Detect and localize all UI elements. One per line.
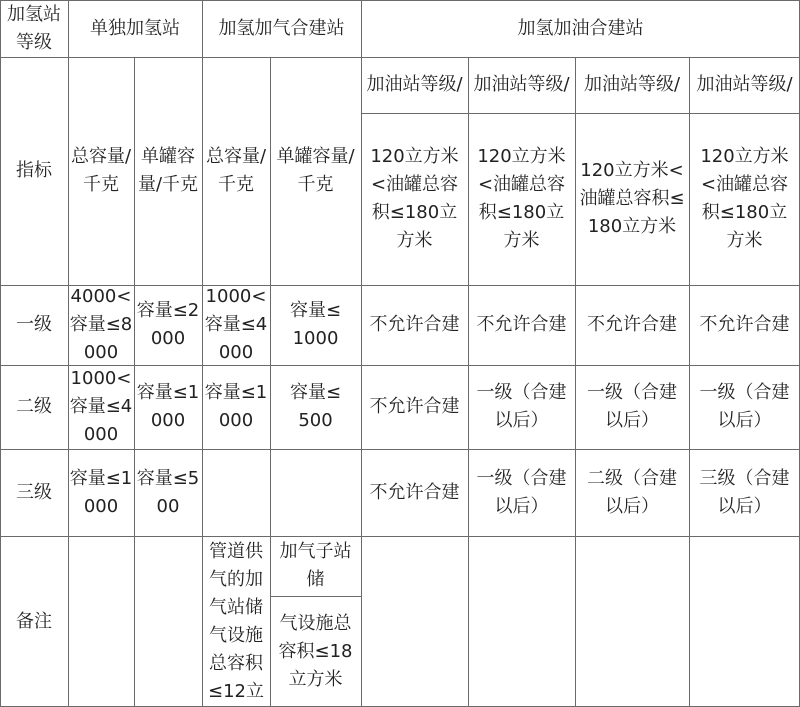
grid-line (0, 365, 800, 366)
header-single-station: 单独加氢站 (90, 17, 180, 39)
row2-oil-3: 一级（合建以后） (587, 382, 677, 431)
row-label-level-3: 三级 (16, 481, 52, 503)
header-level: 加氢站等级 (7, 3, 61, 53)
header-oil-level-2: 加油站等级/ (473, 74, 570, 95)
grid-line (0, 0, 800, 1)
row1-gas-total: 1000<容量≤4000 (204, 286, 268, 363)
header-oil-level-3: 加油站等级/ (583, 74, 681, 95)
header-gas-total: 总容量/千克 (205, 146, 267, 195)
row3-oil-3: 二级（合建以后） (587, 467, 677, 517)
row-label-remarks: 备注 (16, 610, 52, 632)
grid-line (68, 0, 69, 707)
grid-line (270, 596, 361, 597)
grid-line (468, 57, 469, 707)
row2-oil-1: 不允许合建 (369, 396, 460, 417)
row1-oil-3: 不允许合建 (587, 314, 677, 335)
row1-oil-1: 不允许合建 (369, 314, 460, 335)
grid-line (0, 449, 800, 450)
row2-single-total: 1000<容量≤4000 (69, 368, 133, 445)
grid-line (575, 57, 576, 707)
grid-line (0, 285, 800, 286)
row3-gas-total (202, 449, 270, 536)
grid-line (0, 0, 1, 707)
row3-oil-4: 三级（合建以后） (699, 467, 790, 517)
grid-line (361, 0, 362, 707)
remarks-gas-total: 管道供气的加气站储气设施总容积≤12立 (208, 541, 264, 702)
header-indicator: 指标 (16, 160, 52, 181)
header-oil-range-2: 120立方米<油罐总容积≤180立方米 (477, 146, 566, 251)
row3-single-total: 容量≤1000 (69, 467, 133, 517)
row2-oil-2: 一级（合建以后） (476, 382, 567, 431)
grid-line (0, 57, 800, 58)
row3-oil-1: 不允许合建 (369, 481, 460, 503)
header-gas-tank: 单罐容量/千克 (276, 146, 355, 195)
row3-gas-tank (270, 449, 361, 536)
row1-oil-4: 不允许合建 (699, 314, 790, 335)
remarks-gas-tank-bottom: 气设施总容积≤18立方米 (278, 612, 353, 690)
row1-gas-tank: 容量≤1000 (289, 300, 342, 349)
grid-line (270, 57, 271, 707)
row1-single-total: 4000<容量≤8000 (69, 286, 133, 363)
header-single-tank: 单罐容量/千克 (137, 146, 199, 195)
remarks-gas-tank-top: 加气子站储 (279, 541, 352, 590)
header-oil-range-1: 120立方米<油罐总容积≤180立方米 (370, 146, 459, 251)
header-oil-level-1: 加油站等级/ (366, 74, 463, 95)
row2-single-tank: 容量≤1000 (136, 382, 200, 431)
grid-line (361, 113, 800, 114)
header-single-total: 总容量/千克 (70, 146, 132, 195)
grid-line (202, 0, 203, 707)
header-h2-oil-station: 加氢加油合建站 (517, 17, 644, 39)
row2-gas-total: 容量≤1000 (204, 382, 268, 431)
row3-single-tank: 容量≤500 (136, 467, 200, 517)
header-oil-level-4: 加油站等级/ (696, 74, 793, 95)
grid-line (689, 57, 690, 707)
row1-single-tank: 容量≤2000 (136, 300, 200, 349)
row-label-level-2: 二级 (16, 396, 52, 417)
header-h2-gas-station: 加氢加气合建站 (218, 17, 345, 39)
row3-oil-2: 一级（合建以后） (476, 467, 567, 517)
row1-oil-2: 不允许合建 (476, 314, 567, 335)
row2-oil-4: 一级（合建以后） (699, 382, 790, 431)
row2-gas-tank: 容量≤500 (289, 382, 342, 431)
row-label-level-1: 一级 (16, 314, 52, 335)
grid-line (134, 57, 135, 707)
grid-line (0, 536, 800, 537)
header-oil-range-4: 120立方米<油罐总容积≤180立方米 (700, 146, 789, 251)
header-oil-range-3: 120立方米<油罐总容积≤180立方米 (579, 160, 685, 237)
